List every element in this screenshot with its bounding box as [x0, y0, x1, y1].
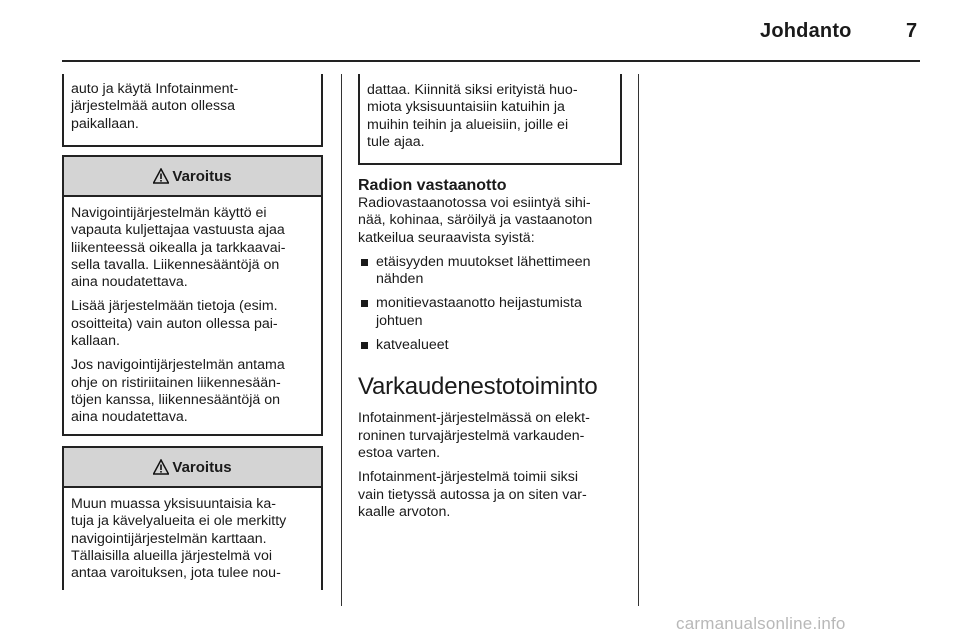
- text-line: nähden: [376, 271, 424, 288]
- text-line: etäisyyden muutokset lähettimeen: [376, 253, 591, 270]
- text-line: katvealueet: [376, 337, 449, 354]
- warning-paragraph: [71, 205, 315, 291]
- continued-note-box: [62, 74, 323, 147]
- text-line: navigointijärjestelmän karttaan.: [71, 530, 267, 547]
- watermark: carmanualsonline.info: [676, 614, 846, 633]
- warning-paragraph: [71, 357, 315, 426]
- bullet-icon: [361, 300, 368, 307]
- list-item: [358, 254, 630, 289]
- text-line: vain tietyssä autossa ja on siten var-: [358, 486, 587, 503]
- warning-box-one-way: [62, 446, 323, 590]
- text-line: Navigointijärjestelmän käyttö ei: [71, 205, 267, 221]
- note-line: miota yksisuuntaisiin katuihin ja: [367, 99, 565, 116]
- header-divider: [62, 60, 920, 62]
- note-line: järjestelmää auton ollessa: [71, 98, 236, 115]
- text-line: antaa varoituksen, jota tulee nou-: [71, 565, 281, 582]
- text-line: Infotainment-järjestelmä toimii siksi: [358, 469, 578, 486]
- text-line: aina noudatettava.: [71, 409, 188, 426]
- text-line: sella tavalla. Liikennesääntöjä on: [71, 256, 280, 273]
- warning-title: Varoitus: [172, 458, 232, 476]
- radio-cause-list: [358, 254, 630, 354]
- text-line: tuja ja kävelyalueita ei ole merkitty: [71, 513, 287, 530]
- antitheft-paragraph: [358, 469, 630, 521]
- middle-column-text: [358, 177, 630, 528]
- text-line: estoa varten.: [358, 444, 441, 461]
- list-item: [358, 295, 630, 330]
- section-heading-antitheft: Varkaudenestotoiminto: [358, 373, 598, 401]
- radio-intro: [358, 195, 630, 247]
- note-line: auto ja käytä Infotainment-: [71, 81, 239, 97]
- warning-title: Varoitus: [172, 167, 232, 185]
- text-line: aina noudatettava.: [71, 274, 188, 291]
- warning-box-navigation: [62, 155, 323, 436]
- warning-paragraph: [71, 298, 315, 350]
- text-line: roninen turvajärjestelmä varkauden-: [358, 427, 585, 444]
- text-line: töjen kanssa, liikennesääntöjä on: [71, 391, 281, 408]
- warning-header: [64, 157, 321, 197]
- text-line: Muun muassa yksisuuntaisia ka-: [71, 496, 277, 512]
- bullet-icon: [361, 342, 368, 349]
- text-line: Jos navigointijärjestelmän antama: [71, 357, 285, 374]
- column-divider-1: [341, 74, 342, 606]
- text-line: Radiovastaanotossa voi esiintyä sihi-: [358, 195, 591, 211]
- text-line: osoitteita) vain auton ollessa pai-: [71, 315, 278, 332]
- warning-body: [64, 197, 321, 427]
- warning-icon: [153, 168, 169, 184]
- text-line: Tällaisilla alueilla järjestelmä voi: [71, 547, 273, 564]
- page-number: 7: [906, 20, 918, 42]
- column-divider-2: [638, 74, 639, 606]
- text-line: monitievastaanotto heijastumista: [376, 295, 582, 312]
- warning-icon: [153, 459, 169, 475]
- text-line: kallaan.: [71, 333, 120, 350]
- section-heading-radio: Radion vastaanotto: [358, 177, 507, 194]
- text-line: Lisää järjestelmään tietoja (esim.: [71, 298, 278, 315]
- note-line: paikallaan.: [71, 115, 139, 132]
- text-line: johtuen: [376, 312, 423, 329]
- antitheft-paragraph: [358, 410, 630, 462]
- note-line: muihin teihin ja alueisiin, joille ei: [367, 116, 569, 133]
- text-line: katkeilua seuraavista syistä:: [358, 229, 535, 246]
- list-item: [358, 337, 630, 354]
- text-line: Infotainment-järjestelmässä on elekt-: [358, 410, 590, 427]
- bullet-icon: [361, 259, 368, 266]
- text-line: nää, kohinaa, säröilyä ja vastaanoton: [358, 212, 593, 229]
- note-line: tule ajaa.: [367, 133, 425, 150]
- text-line: vapauta kuljettajaa vastuusta ajaa: [71, 222, 285, 239]
- continued-warning-box: [358, 74, 622, 165]
- text-line: ohje on ristiriitainen liikennesään-: [71, 374, 281, 391]
- text-line: kaalle arvoton.: [358, 503, 451, 520]
- warning-header: [64, 448, 321, 488]
- warning-body: [64, 488, 321, 582]
- note-line: dattaa. Kiinnitä siksi erityistä huo-: [367, 82, 578, 98]
- page-title: Johdanto: [760, 20, 852, 42]
- text-line: liikenteessä oikealla ja tarkkaavai-: [71, 239, 286, 256]
